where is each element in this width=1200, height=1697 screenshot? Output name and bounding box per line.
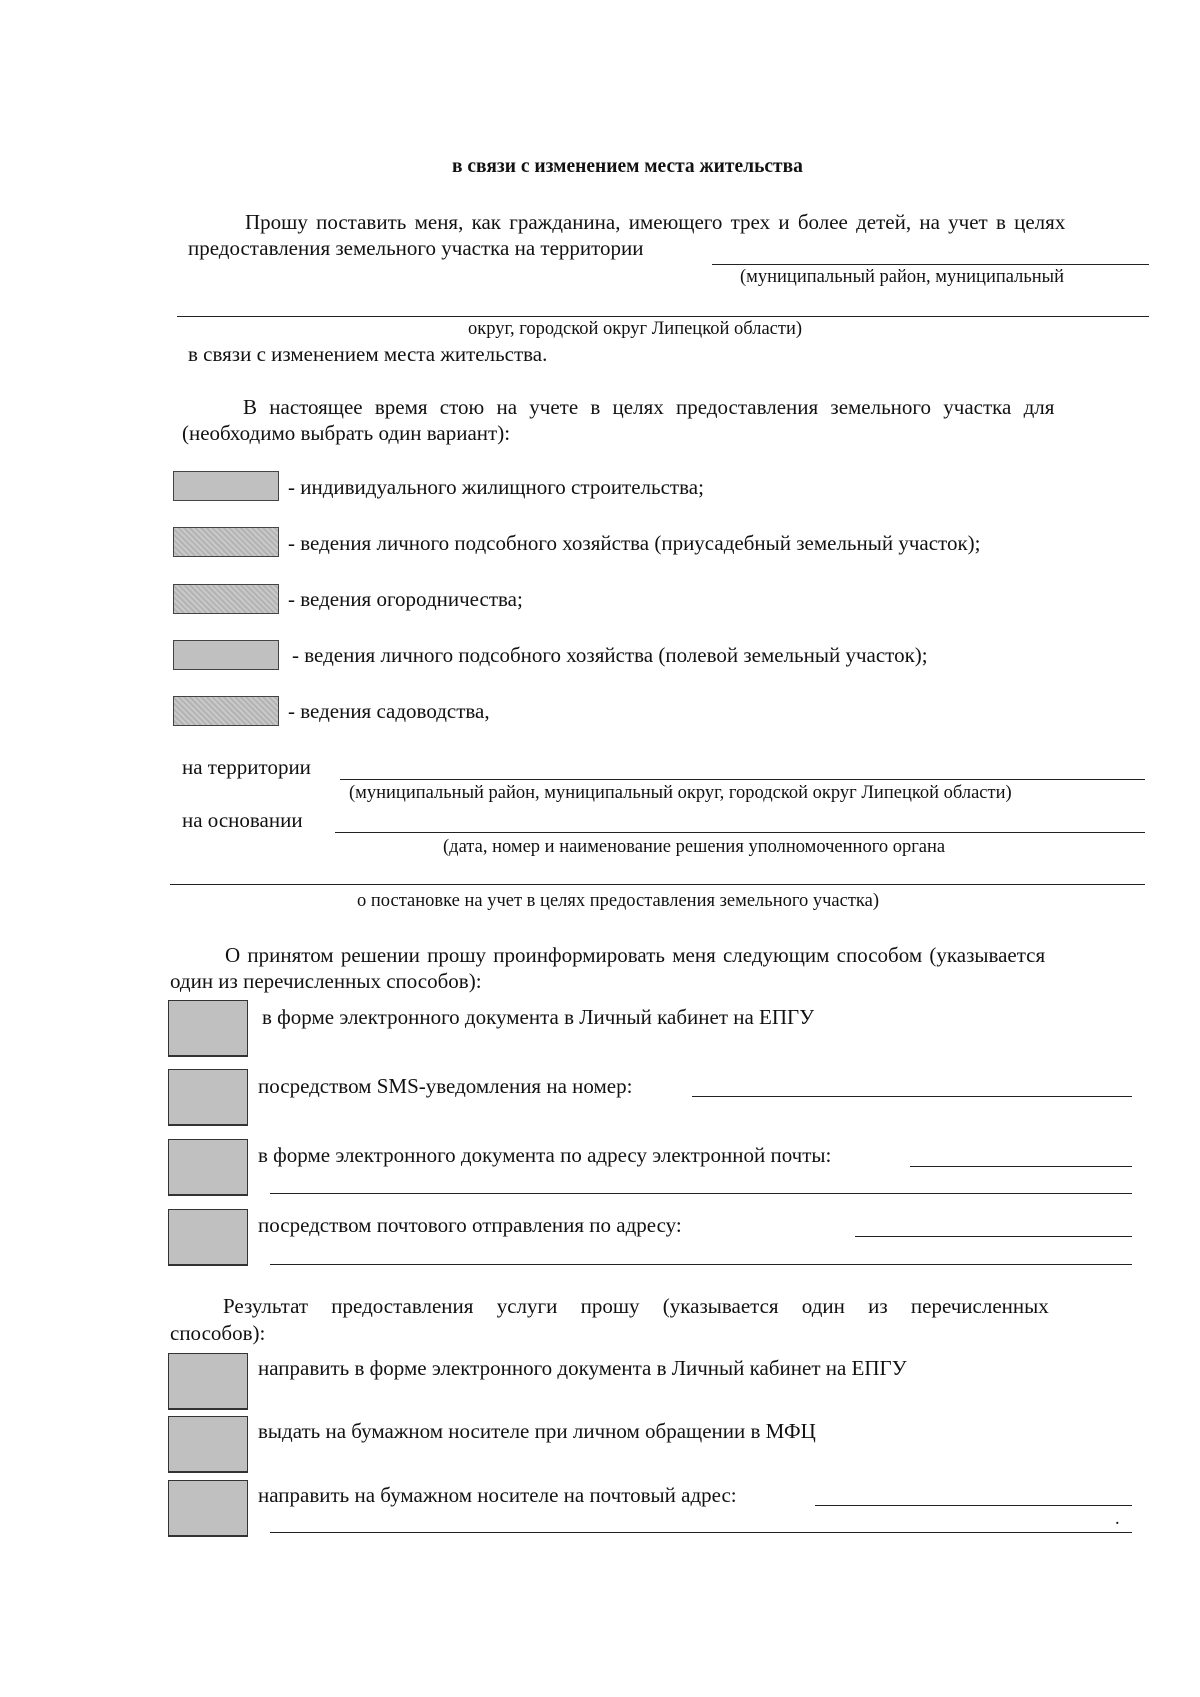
basis-field-line[interactable]: [335, 832, 1145, 833]
inform-checkbox-epgu[interactable]: [168, 1000, 248, 1057]
current-line-1: В настоящее время стою на учете в целях предоставления земельного участка для: [243, 395, 1055, 419]
post-address-line-2[interactable]: [270, 1264, 1132, 1265]
mail-address-line-1[interactable]: [815, 1505, 1132, 1506]
result-checkbox-mail[interactable]: [168, 1480, 248, 1537]
result-option-mfc: выдать на бумажном носителе при личном обращении в МФЦ: [258, 1419, 816, 1443]
inform-option-email: в форме электронного документа по адресу электронной почты:: [258, 1143, 832, 1167]
inform-checkbox-post[interactable]: [168, 1209, 248, 1266]
post-address-line-1[interactable]: [855, 1236, 1132, 1237]
territory-hint: (муниципальный район, муниципальный округ, городской округ Липецкой области): [349, 783, 1012, 803]
purpose-checkbox-3[interactable]: [173, 584, 279, 614]
purpose-checkbox-1[interactable]: [173, 471, 279, 501]
purpose-option-2: - ведения личного подсобного хозяйства (приусадебный земельный участок);: [288, 531, 981, 555]
basis-field-line-2[interactable]: [170, 884, 1145, 885]
territory-input-line[interactable]: [712, 264, 1149, 265]
result-option-mail: направить на бумажном носителе на почтовый адрес:: [258, 1483, 737, 1507]
email-line-1[interactable]: [910, 1166, 1132, 1167]
purpose-option-1: - индивидуального жилищного строительства;: [288, 475, 704, 499]
purpose-checkbox-5[interactable]: [173, 696, 279, 726]
result-option-epgu: направить в форме электронного документа в Личный кабинет на ЕПГУ: [258, 1356, 907, 1380]
inform-line-1: О принятом решении прошу проинформировать меня следующим способом (указывается: [225, 943, 1046, 967]
intro-hint-1: (муниципальный район, муниципальный: [740, 267, 1065, 287]
territory-field-line[interactable]: [340, 779, 1145, 780]
result-line-2: способов):: [170, 1321, 266, 1345]
purpose-option-5: - ведения садоводства,: [288, 699, 490, 723]
result-checkbox-epgu[interactable]: [168, 1353, 248, 1410]
email-line-2[interactable]: [270, 1193, 1132, 1194]
end-mark: .: [1115, 1509, 1120, 1529]
basis-hint-2: о постановке на учет в целях предоставления земельного участка): [357, 891, 880, 911]
result-line-1: Результат предоставления услуги прошу (указывается один из перечисленных: [223, 1294, 1049, 1318]
inform-checkbox-email[interactable]: [168, 1139, 248, 1196]
inform-line-2: один из перечисленных способов):: [170, 969, 482, 993]
sms-number-line[interactable]: [692, 1096, 1132, 1097]
inform-option-epgu: в форме электронного документа в Личный кабинет на ЕПГУ: [262, 1005, 815, 1029]
purpose-checkbox-4[interactable]: [173, 640, 279, 670]
mail-address-line-2[interactable]: [270, 1532, 1132, 1533]
intro-line-3: в связи с изменением места жительства.: [188, 342, 548, 366]
territory-input-line-2[interactable]: [177, 316, 1149, 317]
purpose-checkbox-2[interactable]: [173, 527, 279, 557]
result-checkbox-mfc[interactable]: [168, 1416, 248, 1473]
current-line-2: (необходимо выбрать один вариант):: [182, 421, 511, 445]
basis-hint-1: (дата, номер и наименование решения уполномоченного органа: [443, 837, 946, 857]
purpose-option-3: - ведения огородничества;: [288, 587, 523, 611]
inform-checkbox-sms[interactable]: [168, 1069, 248, 1126]
intro-line-1: Прошу поставить меня, как гражданина, имеющего трех и более детей, на учет в целях: [245, 210, 1066, 234]
section-heading: в связи с изменением места жительства: [452, 156, 803, 177]
intro-line-2: предоставления земельного участка на территории: [188, 236, 644, 260]
basis-label: на основании: [182, 808, 303, 832]
inform-option-post: посредством почтового отправления по адресу:: [258, 1213, 682, 1237]
inform-option-sms: посредством SMS-уведомления на номер:: [258, 1074, 633, 1098]
purpose-option-4: - ведения личного подсобного хозяйства (полевой земельный участок);: [292, 643, 928, 667]
territory-label: на территории: [182, 755, 311, 779]
intro-hint-2: округ, городской округ Липецкой области): [468, 319, 803, 339]
